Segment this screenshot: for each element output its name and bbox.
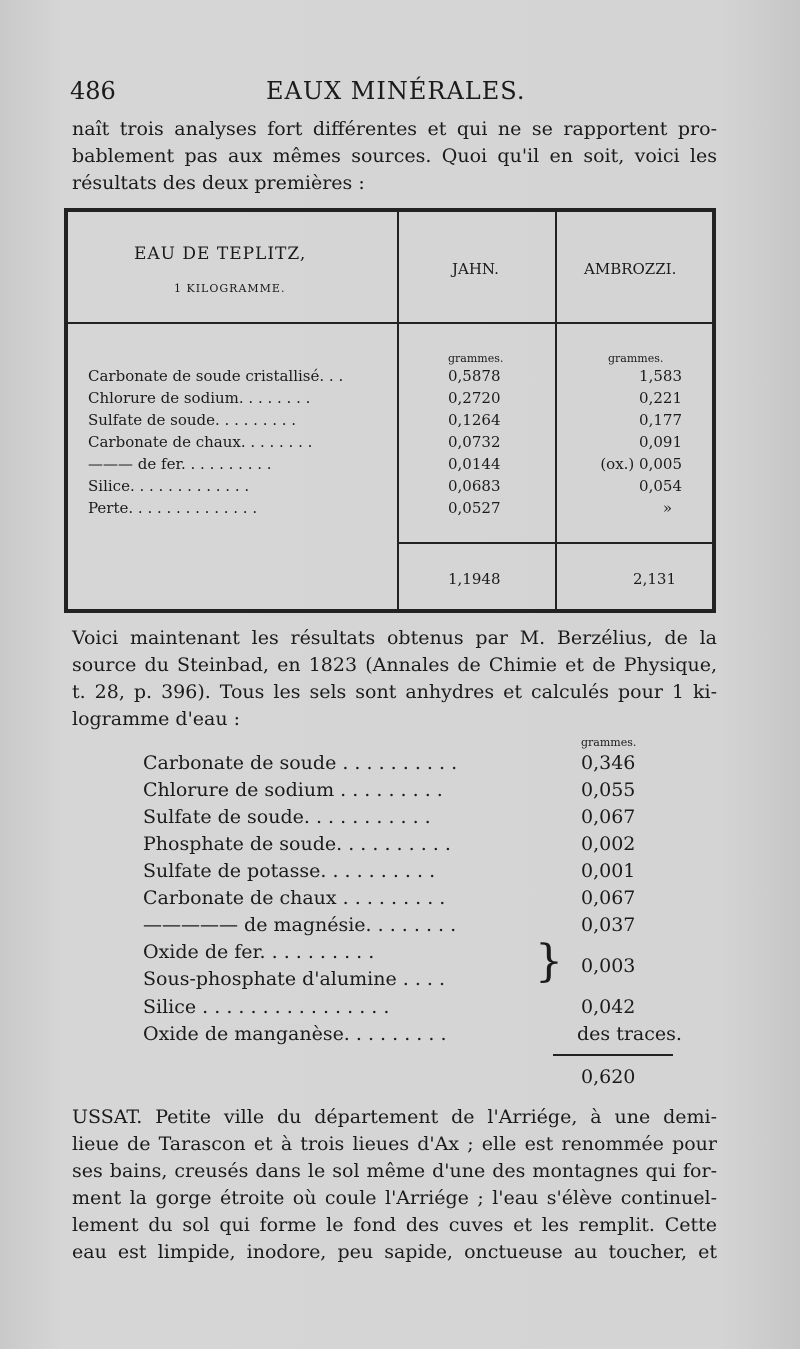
list-value: 0,002: [581, 833, 636, 855]
header-rule: [68, 322, 712, 324]
jahn-value: 0,0527: [448, 499, 501, 517]
jahn-value: 0,1264: [448, 411, 501, 429]
ambrozzi-value: 0,177: [639, 411, 682, 429]
table-subtitle: 1 KILOGRAMME.: [174, 282, 286, 295]
list-item: Sulfate de potasse. . . . . . . . . .: [143, 860, 436, 882]
text-line: Voici maintenant les résultats obtenus par M. Berzélius, de la: [72, 627, 717, 649]
total-jahn: 1,1948: [448, 570, 501, 588]
text-line: naît trois analyses fort différentes et qui ne se rapportent pro-: [72, 118, 717, 140]
row-label: Chlorure de sodium. . . . . . . .: [88, 389, 311, 407]
jahn-value: 0,0732: [448, 433, 501, 451]
list-item: Sulfate de soude. . . . . . . . . . .: [143, 806, 431, 828]
column-header-ambrozzi: AMBROZZI.: [584, 260, 677, 278]
bracket-value: 0,003: [581, 955, 636, 977]
ambrozzi-value: (ox.) 0,005: [600, 455, 682, 473]
list-item: Carbonate de soude . . . . . . . . . .: [143, 752, 458, 774]
jahn-value: 0,2720: [448, 389, 501, 407]
list-value: 0,055: [581, 779, 636, 801]
list-value: 0,067: [581, 806, 636, 828]
text-line: ment la gorge étroite où coule l'Arriége ; l'eau s'élève continuel-: [72, 1187, 717, 1209]
list-value: 0,067: [581, 887, 636, 909]
list-item: Sous-phosphate d'alumine . . . .: [143, 968, 446, 990]
list-total: 0,620: [581, 1066, 636, 1088]
row-label: Sulfate de soude. . . . . . . . .: [88, 411, 297, 429]
text-line: lieue de Tarascon et à trois lieues d'Ax ; elle est renommée pour: [72, 1133, 717, 1155]
jahn-value: 0,0683: [448, 477, 501, 495]
list-value: 0,037: [581, 914, 636, 936]
text-line: logramme d'eau :: [72, 708, 241, 730]
list-item: Phosphate de soude. . . . . . . . . .: [143, 833, 451, 855]
row-label: Silice. . . . . . . . . . . . .: [88, 477, 250, 495]
text-line: t. 28, p. 396). Tous les sels sont anhydres et calculés pour 1 ki-: [72, 681, 717, 703]
column-divider: [397, 212, 399, 609]
steinbad-composition-list: [143, 736, 682, 1096]
row-label: ——— de fer. . . . . . . . . .: [88, 455, 272, 473]
ussat-paragraph: [72, 1104, 717, 1266]
berzelius-paragraph: [72, 625, 717, 733]
text-line: source du Steinbad, en 1823 (Annales de Chimie et de Physique,: [72, 654, 717, 676]
column-header-jahn: JAHN.: [452, 260, 499, 278]
ambrozzi-value: 0,091: [639, 433, 682, 451]
row-label: Perte. . . . . . . . . . . . . .: [88, 499, 258, 517]
list-value: 0,346: [581, 752, 636, 774]
jahn-value: 0,5878: [448, 367, 501, 385]
bracket: }: [535, 936, 563, 987]
units-jahn: grammes.: [448, 352, 504, 365]
running-title: EAUX MINÉRALES.: [266, 77, 526, 105]
table-title: EAU DE TEPLITZ,: [134, 244, 307, 264]
text-line: lement du sol qui forme le fond des cuves et les remplit. Cette: [72, 1214, 717, 1236]
teplitz-analysis-table: [64, 208, 716, 613]
list-item: Oxide de fer. . . . . . . . . .: [143, 941, 375, 963]
total-ambrozzi: 2,131: [633, 570, 676, 588]
list-item: Oxide de manganèse. . . . . . . . .: [143, 1023, 447, 1045]
intro-paragraph: [72, 116, 717, 197]
jahn-value: 0,0144: [448, 455, 501, 473]
list-item: Chlorure de sodium . . . . . . . . .: [143, 779, 443, 801]
ambrozzi-value: 0,221: [639, 389, 682, 407]
page-number: 486: [70, 77, 116, 105]
column-divider: [555, 212, 557, 609]
list-item: Carbonate de chaux . . . . . . . . .: [143, 887, 446, 909]
ambrozzi-value: 0,054: [639, 477, 682, 495]
text-line: bablement pas aux mêmes sources. Quoi qu'il en soit, voici les: [72, 145, 717, 167]
units-label: grammes.: [581, 736, 637, 749]
row-label: Carbonate de chaux. . . . . . . .: [88, 433, 313, 451]
row-label: Carbonate de soude cristallisé. . .: [88, 367, 344, 385]
units-ambrozzi: grammes.: [608, 352, 664, 365]
list-value: des traces.: [577, 1023, 682, 1045]
text-line: USSAT. Petite ville du département de l'Arriége, à une demi-: [72, 1106, 717, 1128]
list-item: ————— de magnésie. . . . . . . .: [143, 914, 457, 936]
text-line: ses bains, creusés dans le sol même d'une des montagnes qui for-: [72, 1160, 717, 1182]
ambrozzi-value: 1,583: [639, 367, 682, 385]
text-line: résultats des deux premières :: [72, 172, 365, 194]
sum-rule: [553, 1054, 673, 1056]
ambrozzi-value: »: [662, 499, 672, 517]
text-line: eau est limpide, inodore, peu sapide, onctueuse au toucher, et: [72, 1241, 717, 1263]
list-item: Silice . . . . . . . . . . . . . . . .: [143, 996, 390, 1018]
list-value: 0,001: [581, 860, 636, 882]
total-rule: [397, 542, 712, 544]
list-value: 0,042: [581, 996, 636, 1018]
